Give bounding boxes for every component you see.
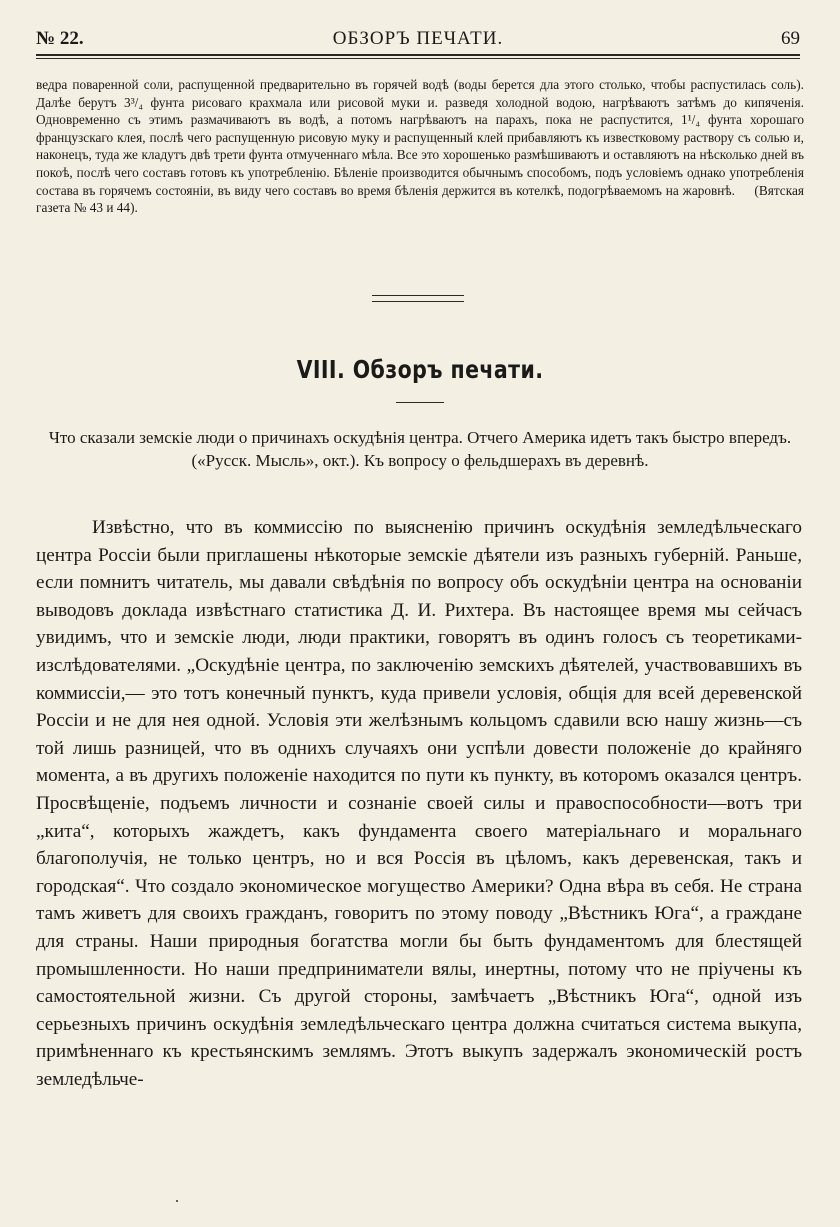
page-number: 69 <box>781 28 800 49</box>
running-header <box>36 28 800 54</box>
section-heading: VIII. Обзоръ печати. <box>296 355 544 384</box>
section-separator <box>372 295 464 302</box>
article-body <box>36 514 802 1093</box>
running-title: ОБЗОРЪ ПЕЧАТИ. <box>332 28 504 49</box>
issue-number: № 22. <box>36 28 84 49</box>
print-speck <box>176 1200 178 1202</box>
heading-rule <box>396 402 444 403</box>
section-summary: Что сказали земскіе люди о причинахъ оскудѣнія центра. Отчего Америка идетъ такъ быстро впередъ. («Русск. Мысль», окт.). Къ вопросу о фельдшерахъ въ деревнѣ. <box>48 428 792 470</box>
source-citation: (Вятская газета № 43 и 44). <box>36 182 804 216</box>
previous-article-text: ведра поваренной соли, распущенной предварительно въ горячей водѣ (воды берется дла этого столько, чтобы распустилась соль). Далѣе берутъ 3³/₄ фунта рисоваго крахмала или рисовой муки и. разведя холодной водою, нагрѣваютъ затѣмъ до кипяченія. Одновременно съ этимъ размачиваютъ въ водѣ, а потомъ нагрѣваютъ на парахъ, пока не распустится, 1¹/₄ фунта хорошаго французскаго клея, послѣ чего распущенную рисовую муку и распущенный клей прибавляютъ къ известковому раствору съ солью и, наконецъ, туда же кладутъ двѣ трети фунта отмученнаго мѣла. Все это хорошенько размѣшиваютъ и оставляютъ на нѣсколько дней въ покоѣ, послѣ чего составъ готовъ къ употребленію. Бѣленіе производится обычнымъ способомъ, подъ условіемъ однако употребленія состава въ горячемъ состояніи, въ виду чего составъ во время бѣленія держится въ котелкѣ, подогрѣваемомъ на жаровнѣ. (Вятская газета № 43 и 44). <box>36 77 804 216</box>
header-rule <box>36 54 800 59</box>
previous-article-ending <box>36 76 804 217</box>
body-paragraph: Извѣстно, что въ коммиссію по выясненію причинъ оскудѣнія земледѣльческаго центра Россіи были приглашены нѣкоторые земскіе дѣятели изъ разныхъ губерній. Раньше, если помнитъ читатель, мы давали свѣдѣнія по вопросу объ оскудѣніи центра на основаніи выводовъ доклада извѣстнаго статистика Д. И. Рихтера. Въ настоящее время мы сейчасъ увидимъ, что и земскіе люди, люди практики, говорятъ въ одинъ голосъ съ теоретиками-изслѣдователями. „Оскудѣніе центра, по заключенію земскихъ дѣятелей, участвовавшихъ въ коммиссіи,— это тотъ конечный пунктъ, куда привели условія, общія для всей деревенской Россіи и не для нея одной. Условія эти желѣзнымъ кольцомъ сдавили всю нашу жизнь—съ той лишь разницей, что въ однихъ случаяхъ они успѣли довести положеніе до крайняго момента, а въ другихъ положеніе находится по пути къ пункту, въ которомъ оказался центръ. Просвѣщеніе, подъемъ личности и сознаніе своей силы и правоспособности—вотъ три „кита“, которыхъ жаждетъ, какъ фундамента своего матеріальнаго и моральнаго благополучія, не только центръ, но и вся Россія въ цѣломъ, какъ деревенская, такъ и городская“. Что создало экономическое могущество Америки? Одна вѣра въ себя. Не страна тамъ живетъ для своихъ гражданъ, говоритъ по этому поводу „Вѣстникъ Юга“, а граждане для страны. Наши природныя богатства могли бы быть фундаментомъ для блестящей промышленности. Но наши предприниматели вялы, инертны, потому что не пріучены къ самостоятельной жизни. Съ другой стороны, замѣчаетъ „Вѣстникъ Юга“, одной изъ серьезныхъ причинъ оскудѣнія земледѣльческаго центра должна считаться система выкупа, примѣненнаго къ крестьянскимъ землямъ. Этотъ выкупъ задержалъ экономическій ростъ земледѣльче- <box>36 517 802 1090</box>
